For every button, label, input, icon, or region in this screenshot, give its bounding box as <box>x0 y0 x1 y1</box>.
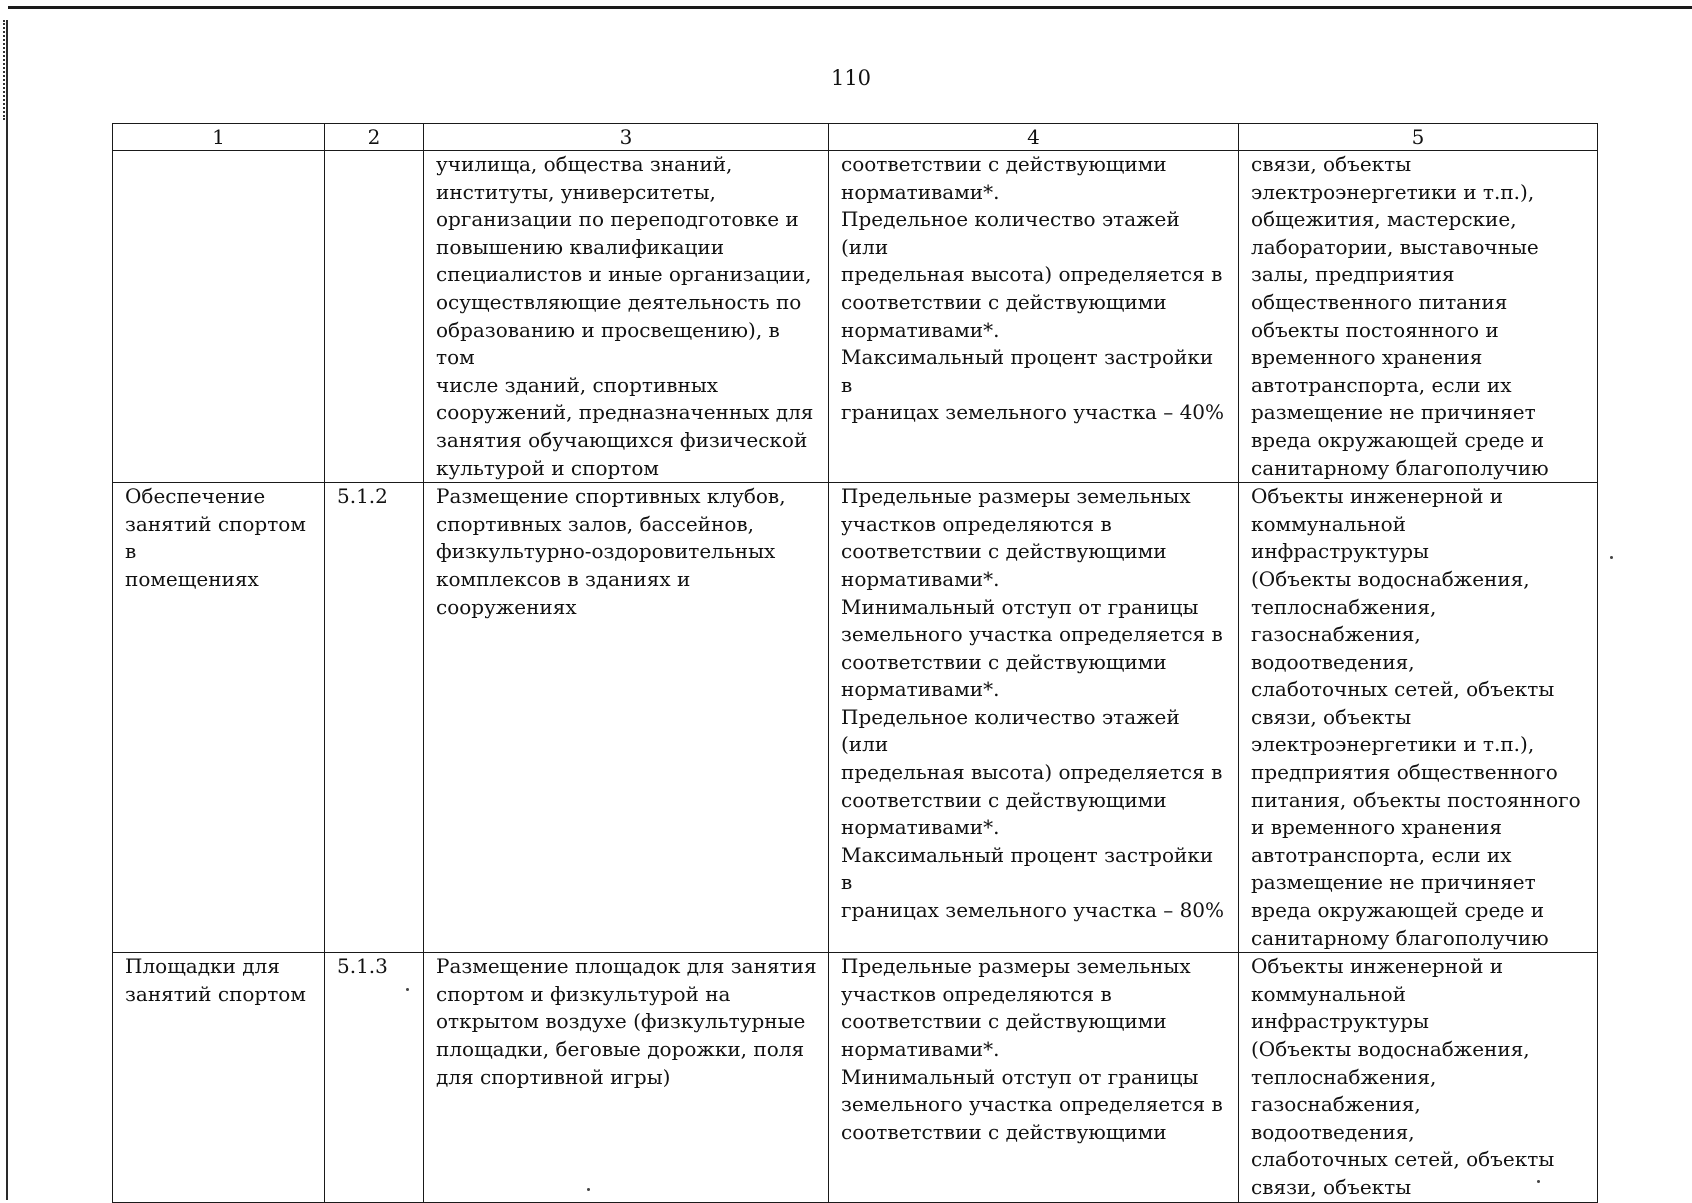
cell-code <box>325 151 424 483</box>
cell-description: Размещение площадок для занятия спортом и физкультурой на открытом воздухе (физкультурные площадки, беговые дорожки, поля для спортивной игры) <box>424 953 829 1202</box>
page-number: 110 <box>830 66 872 90</box>
column-header-3: 3 <box>424 124 829 151</box>
cell-code: 5.1.2 <box>325 483 424 953</box>
cell-description: Размещение спортивных клубов, спортивных залов, бассейнов, физкультурно-оздоровительных комплексов в зданиях и сооружениях <box>424 483 829 953</box>
column-header-2: 2 <box>325 124 424 151</box>
cell-auxiliary: Объекты инженерной и коммунальной инфраструктуры (Объекты водоснабжения, теплоснабжения, газоснабжения, водоотведения, слаботочных сетей, объекты связи, объекты электроэнергетики и т.п.), предприятия общественного питания, объекты постоянного и временного хранения автотранспорта, если их размещение не причиняет вреда окружающей среде и санитарному благополучию <box>1239 483 1598 953</box>
column-header-1: 1 <box>113 124 325 151</box>
cell-name: Площадки для занятий спортом <box>113 953 325 1202</box>
table-header-row <box>113 124 1598 151</box>
left-binding-line <box>6 20 8 1200</box>
column-header-4: 4 <box>829 124 1239 151</box>
cell-code: 5.1.3 <box>325 953 424 1202</box>
top-border-line <box>8 6 1692 9</box>
table-row <box>113 483 1598 953</box>
scan-speck <box>1610 556 1613 559</box>
cell-parameters: Предельные размеры земельных участков определяются в соответствии с действующими нормативами*. Минимальный отступ от границы земельного участка определяется в соответствии с действующими нормативами*. Предельное количество этажей (или предельная высота) определяется в соответствии с действующими нормативами*. Максимальный процент застройки в границах земельного участка – 80% <box>829 483 1239 953</box>
cell-name <box>113 151 325 483</box>
column-header-5: 5 <box>1239 124 1598 151</box>
cell-name: Обеспечение занятий спортом в помещениях <box>113 483 325 953</box>
cell-auxiliary: связи, объекты электроэнергетики и т.п.), общежития, мастерские, лаборатории, выставочные залы, предприятия общественного питания объекты постоянного и временного хранения автотранспорта, если их размещение не причиняет вреда окружающей среде и санитарному благополучию <box>1239 151 1598 483</box>
scan-speck <box>1537 1180 1540 1183</box>
scan-speck <box>406 988 409 991</box>
cell-description: училища, общества знаний, институты, университеты, организации по переподготовке и повышению квалификации специалистов и иные организации, осуществляющие деятельность по образованию и просвещению), в том числе зданий, спортивных сооружений, предназначенных для занятия обучающихся физической культурой и спортом <box>424 151 829 483</box>
cell-parameters: Предельные размеры земельных участков определяются в соответствии с действующими нормативами*. Минимальный отступ от границы земельного участка определяется в соответствии с действующими <box>829 953 1239 1202</box>
cell-parameters: соответствии с действующими нормативами*. Предельное количество этажей (или предельная высота) определяется в соответствии с действующими нормативами*. Максимальный процент застройки в границах земельного участка – 40% <box>829 151 1239 483</box>
land-use-table <box>112 123 1598 1203</box>
table-row <box>113 953 1598 1202</box>
table-row <box>113 151 1598 483</box>
cell-auxiliary: Объекты инженерной и коммунальной инфраструктуры (Объекты водоснабжения, теплоснабжения, газоснабжения, водоотведения, слаботочных сетей, объекты связи, объекты <box>1239 953 1598 1202</box>
scan-speck <box>587 1188 590 1191</box>
